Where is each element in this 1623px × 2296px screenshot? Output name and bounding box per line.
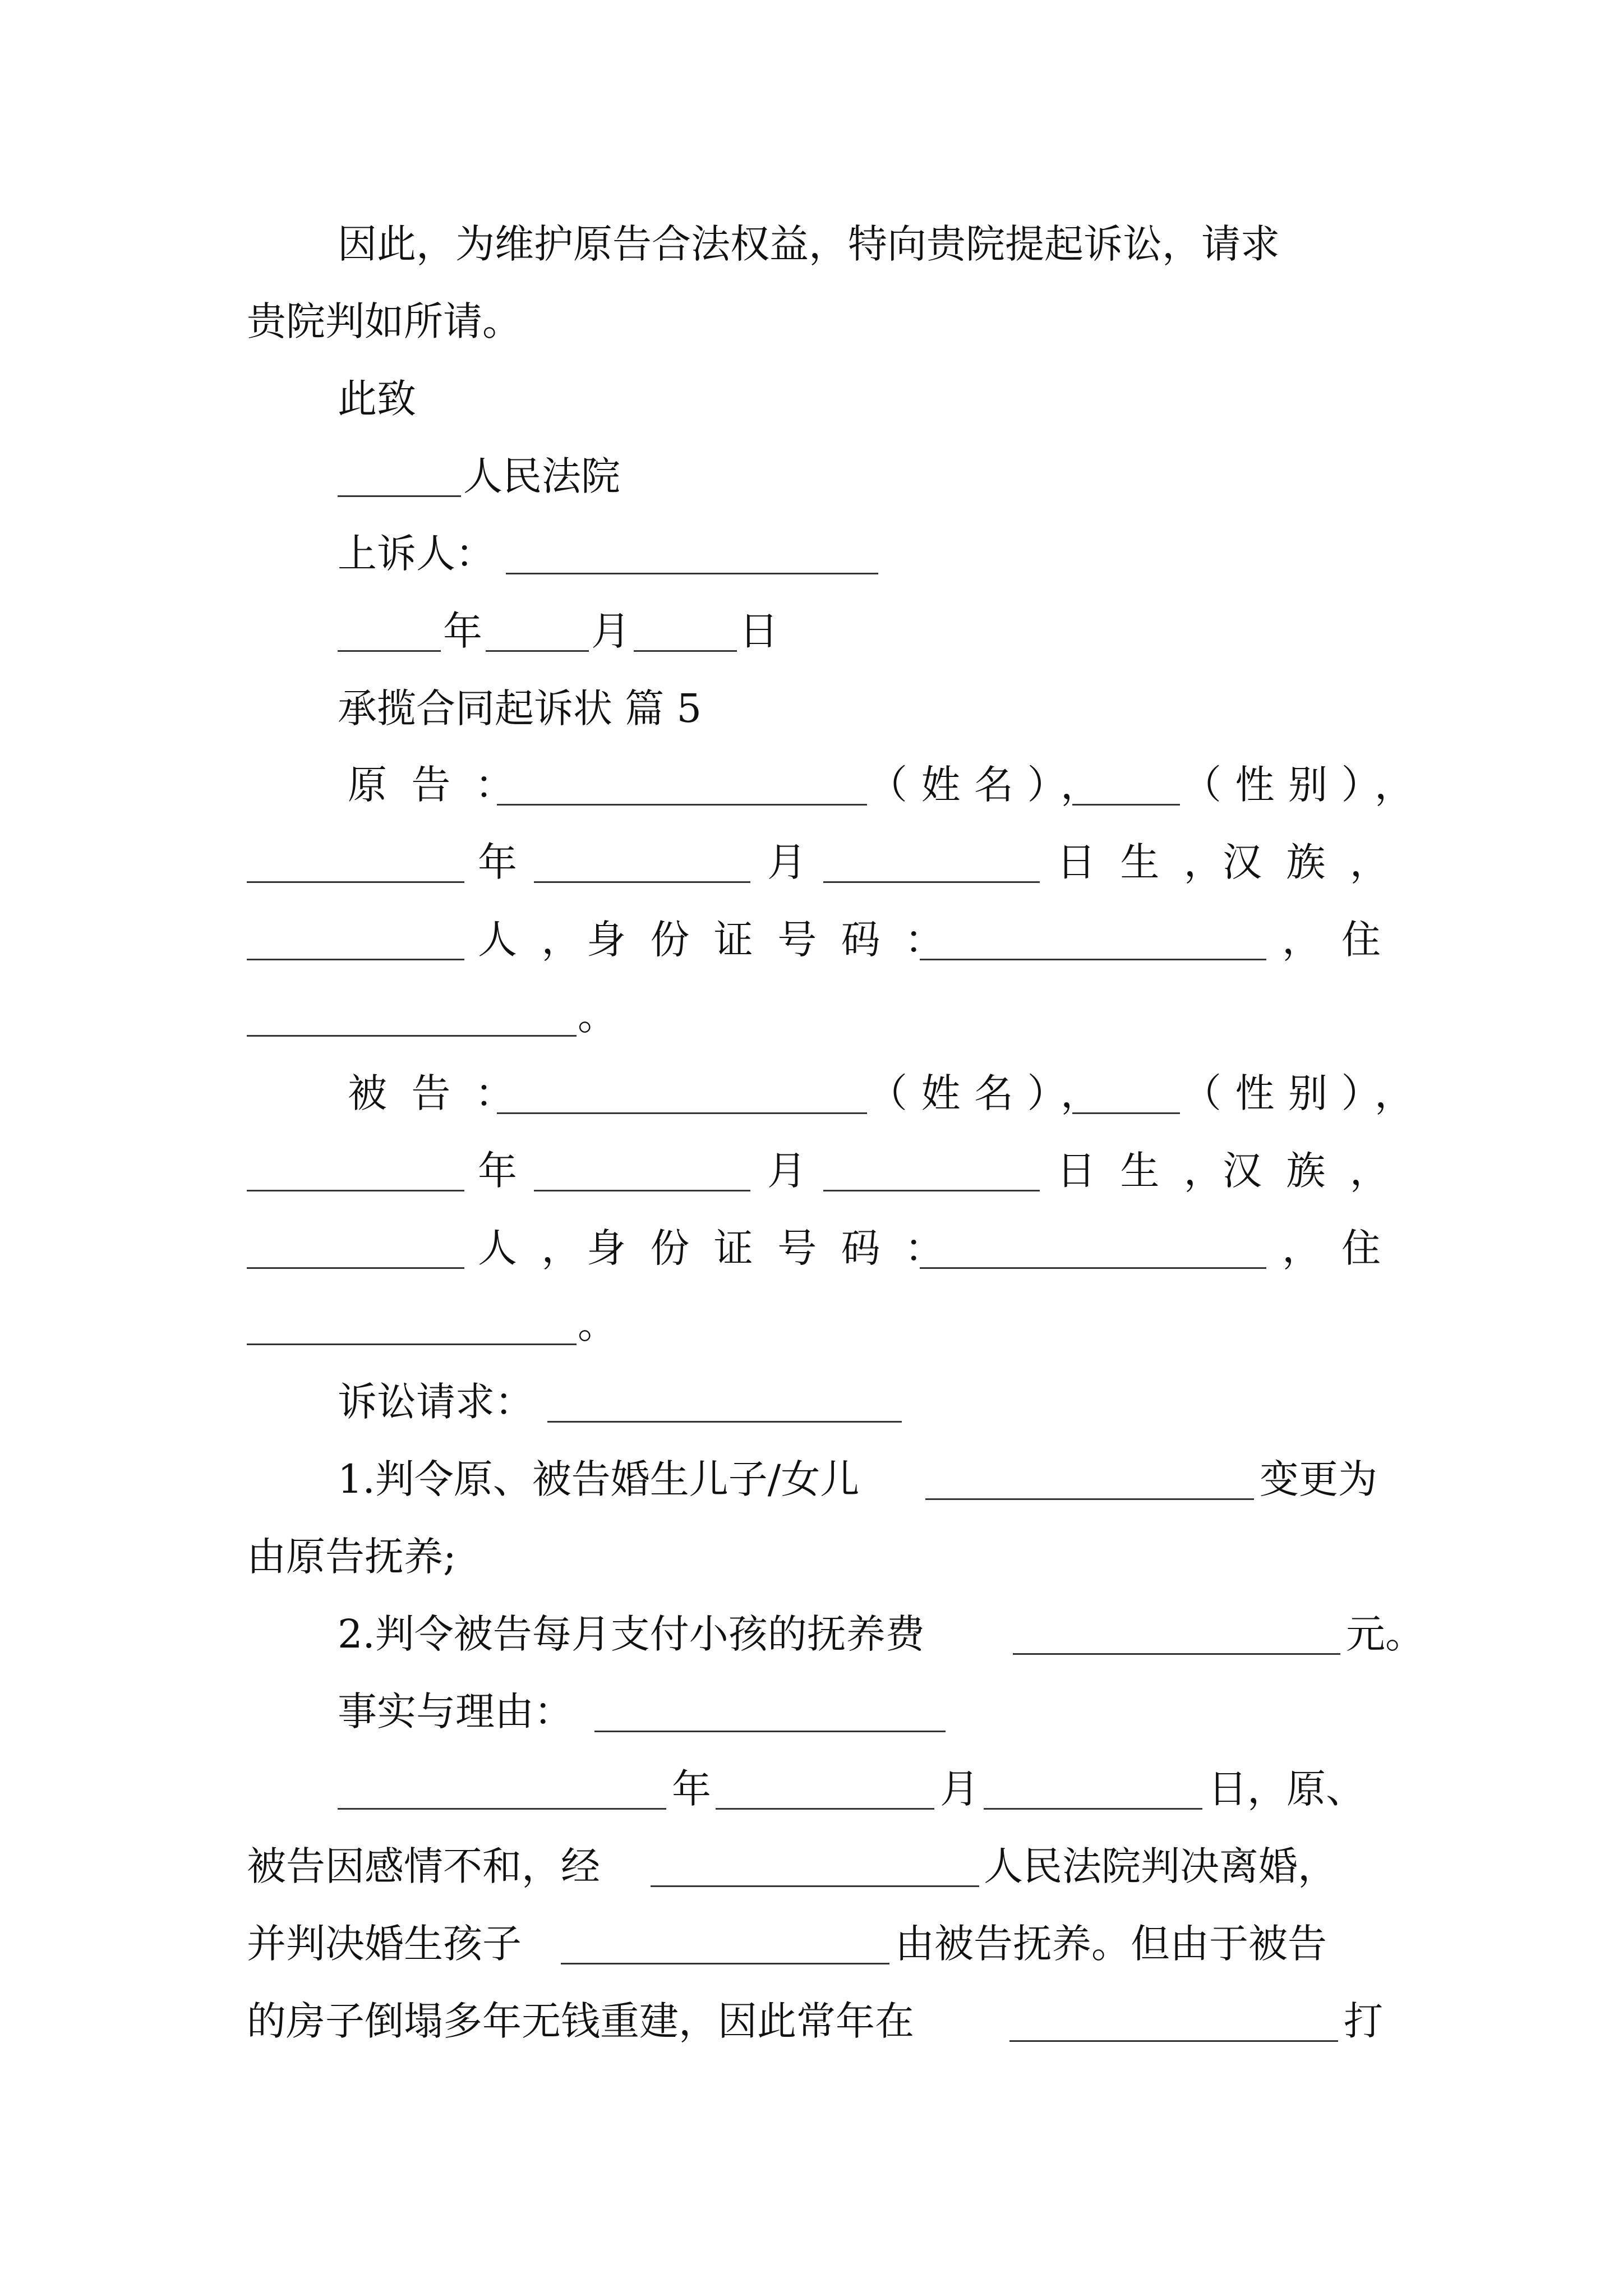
plaintiff-gender-hint: （性别）， [1182, 762, 1428, 808]
defendant-day-blank [823, 1190, 1040, 1191]
defendant-label: 被告： [348, 1070, 539, 1116]
plaintiff-native-text: 人， [478, 917, 605, 963]
facts-label-line [0, 1672, 1623, 1751]
year-label: 年 [443, 608, 482, 654]
salutation: 此致 [338, 376, 416, 422]
section-heading: 承揽合同起诉状 篇 5 [338, 685, 702, 731]
defendant-native-text: 人， [478, 1225, 605, 1271]
facts-day-text: 日，原、 [1208, 1766, 1365, 1812]
plaintiff-line-3 [0, 900, 1623, 979]
closing-paragraph-line-1 [0, 205, 1623, 283]
defendant-year-label: 年 [478, 1148, 517, 1194]
plaintiff-native-blank [247, 959, 464, 960]
claim-1-continued: 由原告抚养; [247, 1534, 457, 1580]
claim-1-line-1 [0, 1440, 1623, 1519]
plaintiff-day-blank [823, 881, 1040, 883]
plaintiff-label: 原告： [348, 762, 539, 808]
defendant-id-blank [920, 1267, 1266, 1269]
facts-text-4a: 的房子倒塌多年无钱重建，因此常年在 [247, 1998, 914, 2044]
facts-place-blank [1009, 2040, 1338, 2042]
facts-text-2b: 人民法院判决离婚， [984, 1843, 1337, 1889]
defendant-month-blank [534, 1190, 750, 1191]
year-blank [338, 650, 441, 652]
defendant-line-4 [0, 1285, 1623, 1364]
claim-1-line-2 [0, 1517, 1623, 1596]
claim-2-amount-blank [1013, 1653, 1340, 1655]
plaintiff-line-4 [0, 977, 1623, 1055]
claims-label-line [0, 1363, 1623, 1441]
defendant-residence-blank [247, 1343, 577, 1345]
day-label: 日 [739, 608, 778, 654]
facts-line-4 [0, 1982, 1623, 2060]
plaintiff-month-blank [534, 881, 750, 883]
defendant-month-label: 月 [767, 1148, 806, 1194]
claim-2-text: 2.判令被告每月支付小孩的抚养费 [338, 1611, 925, 1657]
defendant-period: 。 [578, 1301, 617, 1347]
defendant-name-hint: （姓名）， [868, 1070, 1114, 1116]
defendant-line-1 [0, 1054, 1623, 1133]
defendant-gender-blank [1072, 1112, 1180, 1114]
defendant-year-blank [247, 1190, 464, 1191]
facts-text-3b: 由被告抚养。但由于被告 [895, 1921, 1327, 1967]
plaintiff-ethnicity-text: 汉族， [1223, 839, 1414, 885]
defendant-name-blank [497, 1112, 867, 1114]
plaintiff-name-blank [497, 804, 867, 806]
plaintiff-residence-label: 住 [1341, 917, 1381, 963]
facts-line-1 [0, 1750, 1623, 1828]
facts-blank [594, 1731, 946, 1732]
plaintiff-period: 。 [578, 993, 617, 1039]
plaintiff-born-text: 日生， [1057, 839, 1248, 885]
defendant-line-2 [0, 1131, 1623, 1210]
closing-text: 因此，为维护原告合法权益，特向贵院提起诉讼，请求 [338, 221, 1280, 267]
facts-text-3a: 并判决婚生孩子 [247, 1921, 522, 1967]
defendant-native-blank [247, 1267, 464, 1269]
facts-month-label: 月 [940, 1766, 979, 1812]
claim-1-child-blank [925, 1498, 1254, 1500]
date-line [0, 592, 1623, 670]
claim-1-change: 变更为 [1260, 1456, 1377, 1502]
plaintiff-name-hint: （姓名）， [868, 762, 1114, 808]
plaintiff-id-blank [920, 959, 1266, 960]
facts-text-4b: 打 [1344, 1998, 1383, 2044]
court-line [0, 437, 1623, 516]
defendant-residence-label: 住 [1341, 1225, 1381, 1271]
plaintiff-year-blank [247, 881, 464, 883]
appellant-label: 上诉人： [338, 531, 495, 577]
plaintiff-line-1 [0, 746, 1623, 824]
section-heading-line [0, 669, 1623, 748]
closing-text-continued: 贵院判如所请。 [247, 298, 522, 344]
salutation-line [0, 360, 1623, 438]
facts-line-2 [0, 1827, 1623, 1906]
defendant-id-label: 身份证号码： [587, 1225, 969, 1271]
facts-label: 事实与理由： [338, 1688, 573, 1734]
month-label: 月 [591, 608, 630, 654]
defendant-id-comma: ， [1282, 1225, 1321, 1271]
court-name: 人民法院 [463, 453, 620, 499]
claim-2-line [0, 1595, 1623, 1673]
month-blank [486, 650, 589, 652]
court-blank [338, 495, 461, 497]
facts-line-3 [0, 1904, 1623, 1983]
plaintiff-line-2 [0, 823, 1623, 901]
defendant-gender-hint: （性别）， [1182, 1070, 1428, 1116]
plaintiff-id-label: 身份证号码： [587, 917, 969, 963]
plaintiff-residence-blank [247, 1035, 577, 1037]
facts-court-blank [651, 1885, 979, 1887]
defendant-born-text: 日生， [1057, 1148, 1248, 1194]
facts-month-blank [716, 1808, 934, 1810]
defendant-line-3 [0, 1209, 1623, 1287]
claim-1-text: 1.判令原、被告婚生儿子/女儿 [338, 1456, 860, 1502]
claims-label: 诉讼请求： [338, 1379, 534, 1425]
facts-day-blank [984, 1808, 1202, 1810]
appellant-blank [506, 573, 878, 574]
closing-paragraph-line-2 [0, 282, 1623, 361]
claims-blank [547, 1421, 902, 1423]
facts-year-label: 年 [672, 1766, 711, 1812]
appellant-line [0, 514, 1623, 593]
facts-year-blank [338, 1808, 666, 1810]
plaintiff-gender-blank [1072, 804, 1180, 806]
facts-text-2a: 被告因感情不和，经 [247, 1843, 600, 1889]
plaintiff-id-comma: ， [1282, 917, 1321, 963]
facts-child-blank [561, 1963, 889, 1964]
plaintiff-month-label: 月 [767, 839, 806, 885]
day-blank [634, 650, 737, 652]
plaintiff-year-label: 年 [478, 839, 517, 885]
claim-2-unit: 元。 [1346, 1611, 1424, 1657]
defendant-ethnicity-text: 汉族， [1223, 1148, 1414, 1194]
